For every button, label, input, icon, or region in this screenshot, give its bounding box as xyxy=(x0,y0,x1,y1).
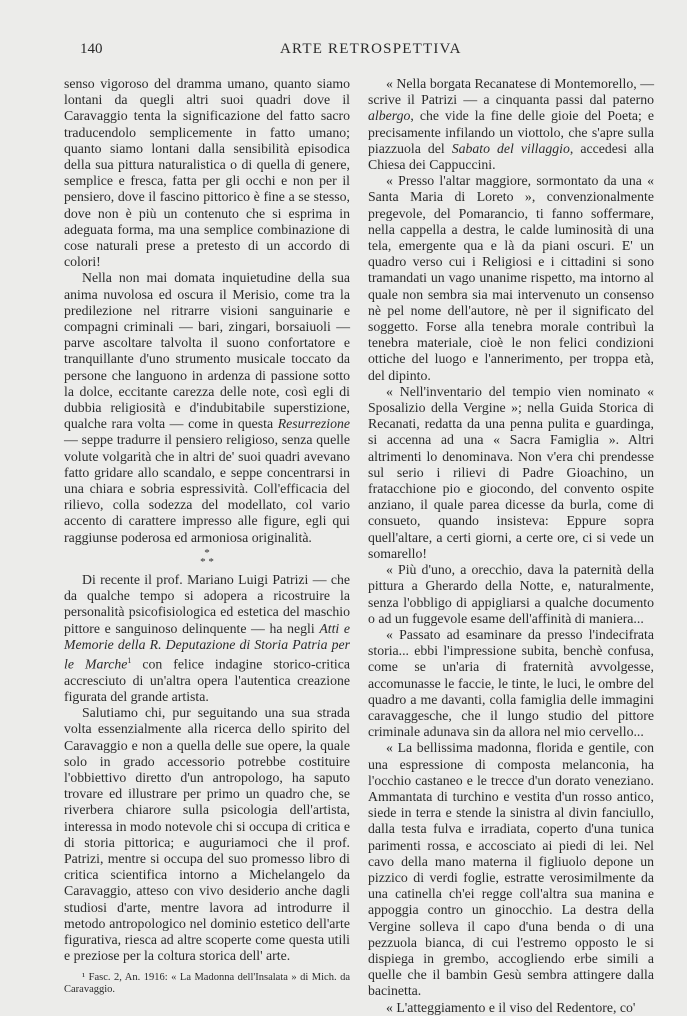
paragraph: « Presso l'altar maggiore, sormontato da una « Santa Maria di Loreto », convenzionalmente pregevole, del Pomarancio, ti fanno soffermare, nella cappella a destra, le calde luminosità di una tela, emergente qua e là da piani oscuri. E' un quadro verso cui i Religiosi e i cittadini si sono tramandati un vago unanime rispetto, ma intorno al quale non sembra sia mai intervenuto un consenso nè pel nome dell'autore, nè per il significato del soggetto. Forse alla tenebra morale contribuì la tenebra materiale, cioè le non felici condizioni ottiche del luogo e l'annerimento, per troppa età, del dipinto. xyxy=(368,173,654,383)
footnote-marker: 1 xyxy=(127,655,132,665)
paragraph: « Nella borgata Recanatese di Montemorello, — scrive il Patrizi — a cinquanta passi dal paterno albergo, che vide la fine delle gioie del Poeta; e precisamente infilando un viottolo, che s'apre sulla piazzuola del Sabato del villaggio, accedesi alla Chiesa dei Cappuccini. xyxy=(368,76,654,173)
left-column xyxy=(64,76,350,996)
paragraph: Di recente il prof. Mariano Luigi Patrizi — che da qualche tempo si adopera a ricostruire la personalità psicofisiologica ed estetica del maschio pittore e sanguinoso delinquente — ha negli Atti e Memorie della R. Deputazione di Storia Patria per le Marche$^1$ con felice indagine storico-critica accresciuto di un'altra opera l'autentica creazione figurata del grande artista. xyxy=(64,571,351,704)
page-number: 140 xyxy=(80,41,103,57)
running-title: ARTE RETROSPETTIVA xyxy=(280,41,462,57)
paragraph: Nella non mai domata inquietudine della sua anima nuvolosa ed oscura il Merisio, come tra la predilezione nel ritrarre visioni sanguinarie e compagni criminali — bari, zingari, borsaiuoli — parve ascoltare talvolta il suono confortatore e tranquillante d'uno strumento musicale toccato da persone che languono in ardenza di passione sotto la dolce, eccitante carezza delle note, così egli di dubbia religiosità e d'indubitabile superstizione, qualche rara volta — come in questa Resurrezione — seppe tradurre il pensiero religioso, senza quelle volute volgarità che in altri de' suoi quadri avevano fatto gridare allo scandalo, e seppe concentrarsi in una chiara e sobria espressività. Coll'efficacia del rilievo, colla sodezza del modellato, col vario accento di carattere impresso alle figure, egli qui raggiunse poderosa ed armoniosa originalità. xyxy=(64,270,350,545)
paragraph: « Nell'inventario del tempio vien nominato « Sposalizio della Vergine »; nella Guida Storica di Recanati, redatta da una penna pulita e guardinga, si accenna ad una « Sacra Famiglia ». Altri altrimenti lo denominava. Non v'era chi prendesse sul serio i rilievi di Padre Gioachino, un fratacchione pio e giocondo, del convento ospite anziano, il quale parea dicesse da burla, come di consueto, quando insisteva: Eppure sopra quell'altare, a certi giorni, a certe ore, ci si vede un somarello! xyxy=(368,383,654,561)
paragraph: « L'atteggiamento e il viso del Redentore, co' xyxy=(386,999,636,1015)
paragraph: Salutiamo chi, pur seguitando una sua strada volta essenzialmente alla ricerca dello spirito del Caravaggio e non a quella delle sue opere, la quale solo in grado accessorio potrebbe costituire l'obbiettivo diretto d'un antropologo, ha saputo trovare ed illustrare per primo un quadro che, se riverbera chiarore sulla psicologia dell'artista, interessa in modo notevole chi si occupa di critica e di storia pittorica; e auguriamoci che il prof. Patrizi, mentre si occupa del suo promesso libro di critica scientifica intorno a Michelangelo da Caravaggio, atteso con vivo desiderio anche dagli studiosi d'arte, mentre lavora ad introdurre il metodo antropologico nel dominio estetico dell'arte figurativa, riesca ad altre scoperte come questa utili e preziose per la coltura storica dell' arte. xyxy=(64,705,350,964)
paragraph: « Più d'uno, a orecchio, dava la paternità della pittura a Gherardo della Notte, e, naturalmente, senza l'obbligo di appigliarsi a qualche documento o ad un fuggevole esame dell'affinità di maniera... xyxy=(368,562,654,626)
paragraph: « La bellissima madonna, florida e gentile, con una espressione di composta melanconia, ha l'occhio castaneo e le trecce d'un dorato veneziano. Ammantata di turchino e vestita d'un rosso antico, siede in terra e stende la sinistra al divin fanciullo, dalla testa fulva e irradiata, coperto d'una tunica parimenti rossa, e accosciato ai piedi di lei. Nel cavo della mano materna il figliuolo depone un pizzico di verdi foglie, estratte verosimilmente da una catinella ch'ei regge coll'altra sua manina e appoggia contro un ginocchio. La destra della Vergine solleva il capo d'una benda o di una pezzuola bianca, di cui l'estremo opposto le si dispiega in grembo, accogliendo erbe simili a quelle che il bambin Gesù sembra attingere dalla bacinetta. xyxy=(368,740,654,999)
footnote: ¹ Fasc. 2, An. 1916: « La Madonna dell'Insalata » di Mich. da Caravaggio. xyxy=(64,972,350,996)
section-asterism: * * * xyxy=(200,546,214,568)
paragraph: senso vigoroso del dramma umano, quanto siamo lontani da quegli altri suoi quadri dove il Caravaggio tenta la significazione del fatto sacro traducendolo semplicemente in fatto umano; quanto siamo lontani dalla sensibilità episodica della sua pittura naturalistica o di quella di genere, semplice e fresca, fatta per gli occhi e non per il pensiero, dove il fascino pittorico è fine a se stesso, dove non è più un contenuto che si esprima in adeguata forma, ma una semplice combinazione di cose naturali prese a pretesto di un accordo di colori! xyxy=(64,76,350,270)
paragraph: « Passato ad esaminare da presso l'indecifrata storia... ebbi l'impressione subita, benchè confusa, come se un'aria di fraternità avvolgesse, accomunasse le faccie, le tinte, le luci, le ombre del quadro a me davanti, colla famiglia delle immagini caravaggesche, che il lungo studio del pittore criminale adunava sin da allora nel mio cervello... xyxy=(368,626,654,740)
right-column xyxy=(368,76,654,1016)
